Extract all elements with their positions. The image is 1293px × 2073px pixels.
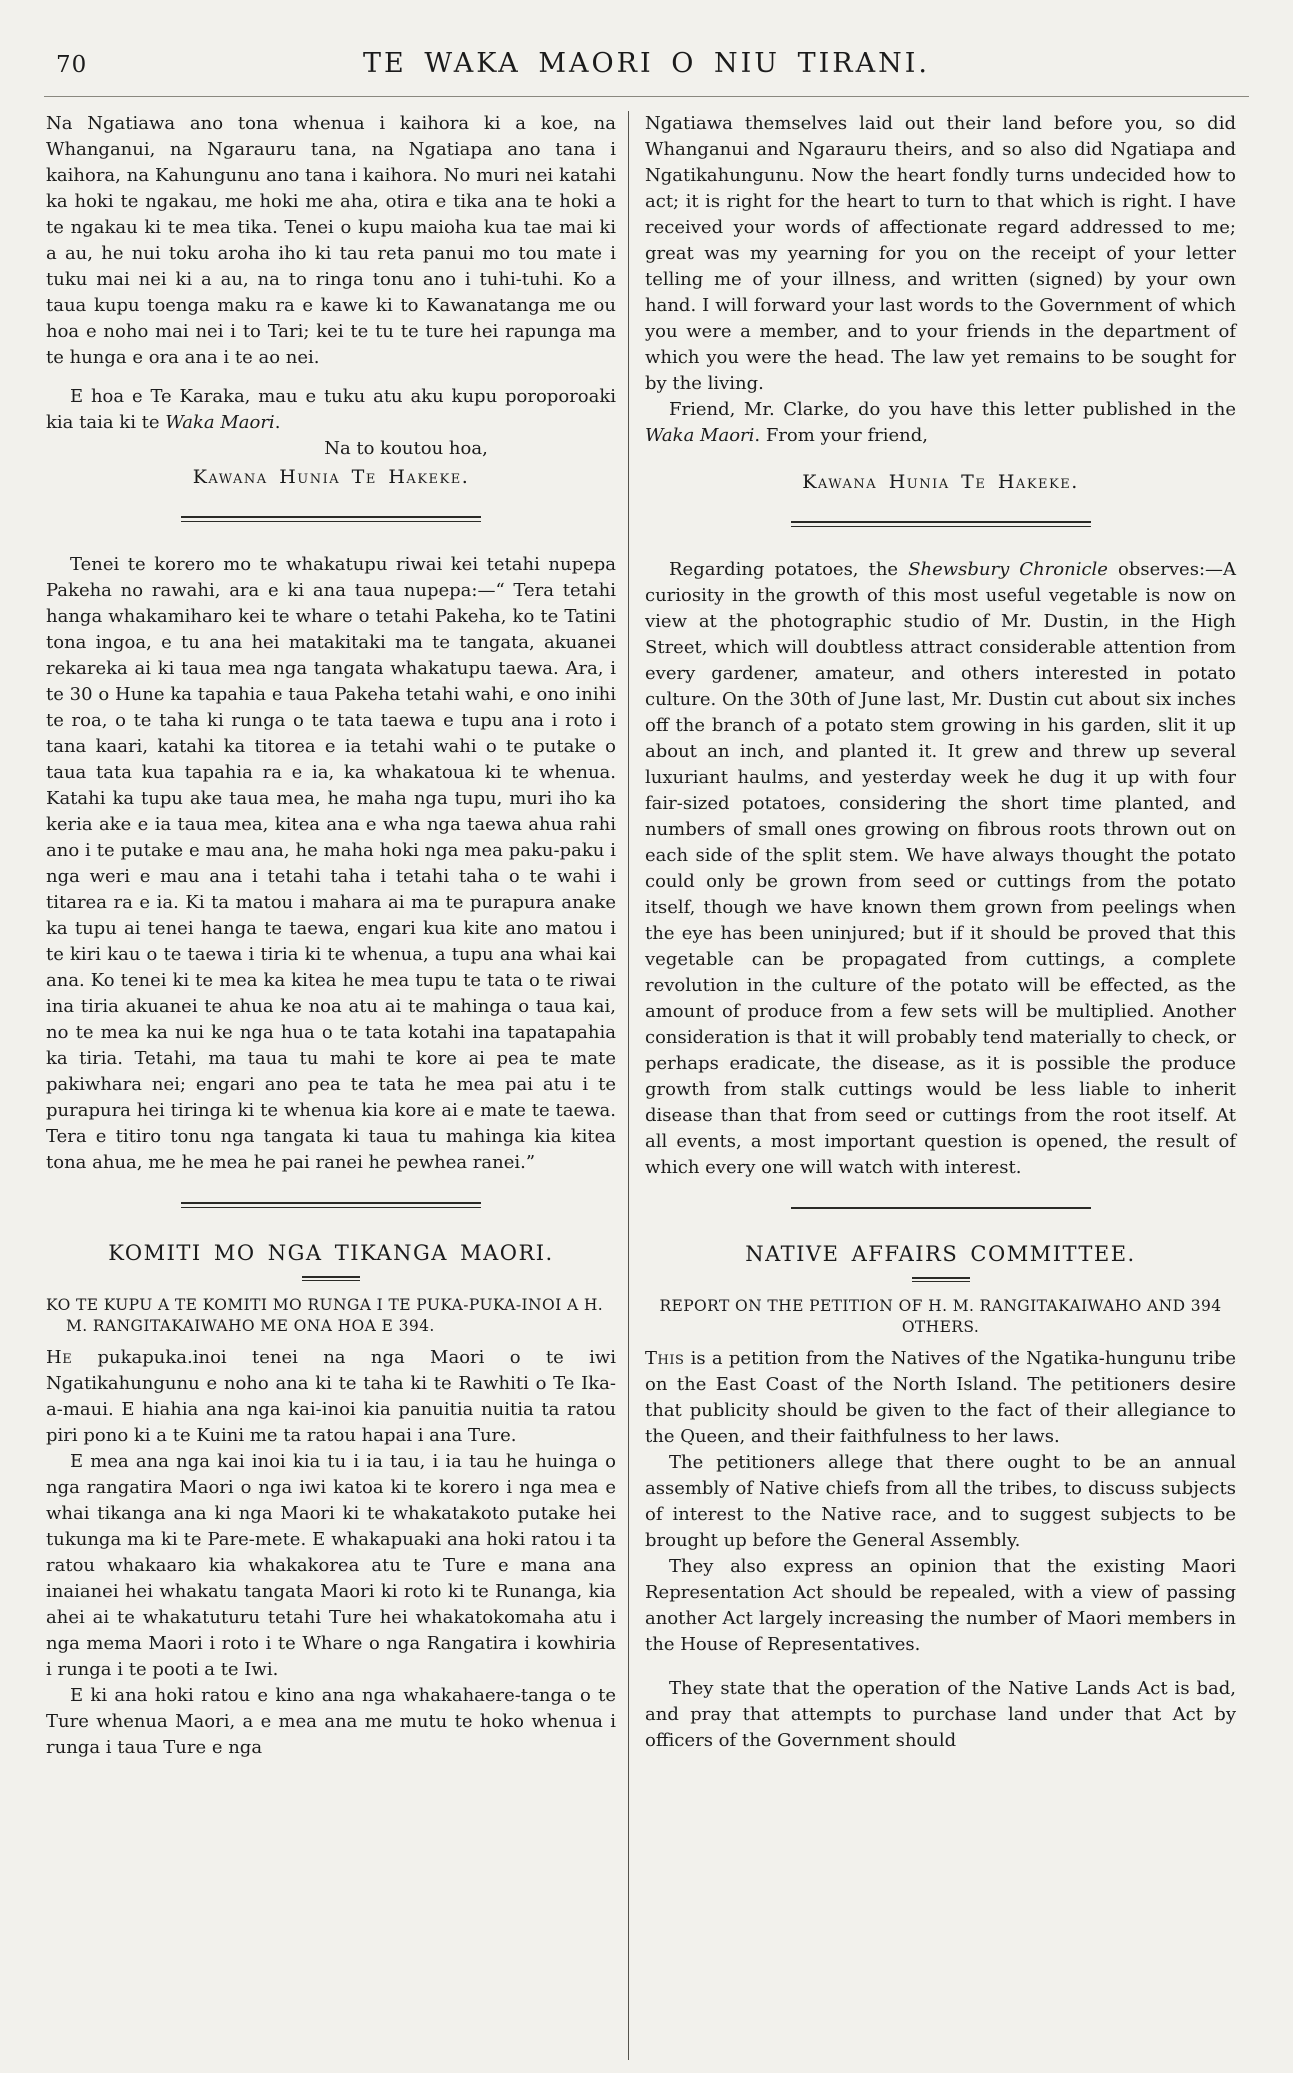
article-divider [791, 1207, 1091, 1209]
maori-potato-paragraph: Tenei te korero mo te whakatupu riwai kei tetahi nupepa Pakeha no rawahi, ara e ki ana taua nupepa:—“ Tera tetahi hanga whakamiharo kei te whare o tetahi Pakeha, ko te Tatini tona ingoa, e tu ana hei matakitaki ma te tangata, akuanei rekareka ai ki taua mea nga tangata whakatupu taewa. Ara, i te 30 o Hune ka tapahia e taua Pakeha tetahi wahi, e ono inihi te roa, o te taha ki runga o te tata taewa e tupu ana i roto i tana kaari, katahi ka titorea e ia tetahi wahi o te putake o taua tata kua tapahia ra e ia, ka whakatoua ki te whenua. Katahi ka tupu ake taua mea, he maha nga tupu, muri iho ka keria ake e ia taua mea, kitea ana e wha nga taewa ahua rahi ano i te putake e mau ana, he maha hoki nga mea paku-paku i nga weri e mau ana i tetahi taha i tetahi taha o te wahi i titarea ra e ia. Ki ta matou i mahara ai ma te purapura anake ka tupu ai tenei hanga te taewa, engari kua kite ano matou i te kiri kau o te taewa i tiria ki te whenua, a tupu ana whai kai ana. Ko tenei ki te mea ka kitea he mea tupu te tata o te riwai ina tiria akuanei te ahua ke noa atu ai te mahinga o taua kai, no te mea ka nui ke nga hua o te tata kotahi ina tapatapahia ka tiria. Tetahi, ma taua tu mahi te kore ai pea te mate pakiwhara nei; engari ano pea te tata he mea pai atu i te purapura hei tiringa ki te whenua kia kore ai e mate te taewa. Tera e titiro tonu nga tangata ki taua tu mahinga kia kitea tona ahua, me he mea he pai ranei he pewhea ranei.” [46, 554, 616, 1173]
maori-request-paragraph [46, 384, 616, 436]
committee-subheading: REPORT ON THE PETITION OF H. M. RANGITAKAIWAHO AND 394 OTHERS. [659, 1297, 1222, 1336]
english-potato-paragraph [645, 557, 1236, 1181]
paragraph-text: Regarding potatoes, the [669, 559, 909, 580]
english-column [629, 111, 1236, 2060]
masthead-title: TE WAKA MAORI O NIU TIRANI. [363, 48, 930, 79]
committee-paragraph-2: The petitioners allege that there ought to be an annual assembly of Native chiefs from all the tribes, to discuss subjects of interest to the Native race, and to suggest subjects to be brought up before the General Assembly. [645, 1452, 1236, 1551]
request-text-end: . [274, 412, 281, 433]
maori-signature: Kawana Hunia Te Hakeke. [192, 466, 470, 488]
article-divider [791, 521, 1091, 527]
chronicle-italic: Shewsbury Chronicle [908, 559, 1108, 580]
committee-section-heading: NATIVE AFFAIRS COMMITTEE. [745, 1242, 1136, 1266]
maori-column [46, 111, 628, 2060]
paragraph-text-end: observes:—A curiosity in the growth of this most useful vegetable is now on view at the photographic studio of Mr. Dustin, in the High Street, which will doubtless attract considerable attention from every gardener, amateur, and others interested in potato culture. On the 30th of June last, Mr. Dustin cut about six inches off the branch of a potato stem growing in his garden, slit it up about an inch, and planted it. It grew and threw up several luxuriant haulms, and yesterday week he dug it up with four fair-sized potatoes, considering the short time planted, and numbers of small ones growing on fibrous roots thrown out on each side of the split stem. We have always thought the potato could only be grown from seed or cuttings from the potato itself, though we have known them grown from peelings when the eye has been uninjured; but if it should be proved that this vegetable can be propagated from cuttings, a complete revolution in the culture of the potato will be effected, as the amount of produce from a few sets will be multiplied. Another consideration is that it will probably tend materially to check, or perhaps eradicate, the disease, as it is possible the produce growth from stalk cuttings would be less liable to inherit disease than that from seed or cuttings from the root itself. At all events, a most important question is opened, the result of which every one will watch with interest. [645, 559, 1237, 1178]
request-text-end: . From your friend, [754, 425, 928, 446]
english-request-paragraph [645, 397, 1236, 449]
english-signature: Kawana Hunia Te Hakeke. [802, 471, 1079, 493]
committee-paragraph-3: They also express an opinion that the existing Maori Representation Act should be repealed, with a view of passing another Act largely increasing the number of Maori members in the House of Representatives. [645, 1556, 1236, 1655]
page-header [0, 0, 1293, 96]
komiti-subheading: KO TE KUPU A TE KOMITI MO RUNGA I TE PUKA-PUKA-INOI A H. M. RANGITAKAIWAHO ME ONA HOA E 394. [46, 1296, 604, 1335]
komiti-section-heading: KOMITI MO NGA TIKANGA MAORI. [108, 1241, 554, 1265]
article-divider [181, 516, 481, 522]
english-letter-paragraph: Ngatiawa themselves laid out their land before you, so did Whanganui and Ngarauru theirs, and so also did Ngatiapa and Ngatikahungunu. Now the heart fondly turns undecided how to act; it is right for the heart to turn to that which is right. I have received your words of affectionate regard addressed to me; great was my yearning for you on the receipt of your letter telling me of your illness, and written (signed) by your own hand. I will forward your last words to the Government of which you were a member, and to your friends in the department of which you were the head. The law yet remains to be sought for by the living. [645, 113, 1236, 394]
article-divider [181, 1202, 481, 1208]
maori-letter-paragraph: Na Ngatiawa ano tona whenua i kaihora ki a koe, na Whanganui, na Ngarauru tana, na Ngatiapa ano tana i kaihora, na Kahungunu ano tana i kaihora. No muri nei katahi ka hoki te ngakau, me hoki me aha, otira e tika ana te hoki a te ngakau ki te mea tika. Tenei o kupu maioha kua tae mai ki a au, he nui toku aroha iho ki tau reta panui mo tou mate i tuku mai nei ki a au, na to ringa tonu ano i tuhi-tuhi. Ko a taua kupu toenga maku ra e kawe ki to Kawanatanga me ou hoa e noho mai nei i to Tari; kei te tu te ture hei rapunga ma te hunga e ora ana i te ao nei. [46, 113, 616, 368]
lead-word: He [46, 1347, 73, 1368]
maori-valediction: Na to koutou hoa, [324, 438, 488, 459]
committee-paragraph-1 [645, 1346, 1236, 1450]
waka-maori-italic: Waka Maori [165, 412, 275, 433]
heading-rule [912, 1277, 970, 1282]
heading-rule [302, 1276, 360, 1281]
komiti-paragraph-3: E ki ana hoki ratou e kino ana nga whakahaere-tanga o te Ture whenua Maori, a e mea ana me mutu te hoko whenua i runga i taua Ture e nga [46, 1685, 616, 1758]
waka-maori-italic: Waka Maori [645, 425, 755, 446]
komiti-paragraph-1 [46, 1345, 616, 1449]
page-number: 70 [56, 52, 88, 78]
request-text: Friend, Mr. Clarke, do you have this letter published in the [669, 399, 1236, 420]
committee-paragraph-4: They state that the operation of the Native Lands Act is bad, and pray that attempts to purchase land under that Act by officers of the Government should [645, 1678, 1236, 1751]
paragraph-text: pukapuka.inoi tenei na nga Maori o te iwi Ngatikahungunu e noho ana ki te taha ki te Rawhiti o Te Ika-a-maui. E hiahia ana nga kai-inoi kia panuitia nuitia ta ratou piri pono ki a te Kuini me ta ratou hapai i ana Ture. [46, 1347, 616, 1446]
lead-word: This [645, 1348, 685, 1369]
column-layout [0, 97, 1293, 2060]
paragraph-text: is a petition from the Natives of the Ngatika-hungunu tribe on the East Coast of the North Island. The petitioners desire that publicity should be given to the fact of their allegiance to the Queen, and their faithfulness to her laws. [645, 1348, 1236, 1447]
request-text: E hoa e Te Karaka, mau e tuku atu aku kupu poroporoaki kia taia ki te [46, 386, 616, 433]
komiti-paragraph-2: E mea ana nga kai inoi kia tu i ia tau, i ia tau he huinga o nga rangatira Maori o nga iwi katoa ki te korero i nga mea e whai tikanga ana ki nga Maori ki te whakatakoto putake hei tukunga ma ki te Pare-mete. E whakapuaki ana hoki ratou i ta ratou whakaaro kia whakakorea atu te Ture e mana ana inaianei hei whakatu tangata Maori ki roto ki te Runanga, kia ahei ai te whakatuturu tetahi Ture hei whakatokomaha atu i nga mema Maori i roto i te Whare o nga Rangatira i kowhiria i runga i te pooti a te Iwi. [46, 1451, 616, 1680]
